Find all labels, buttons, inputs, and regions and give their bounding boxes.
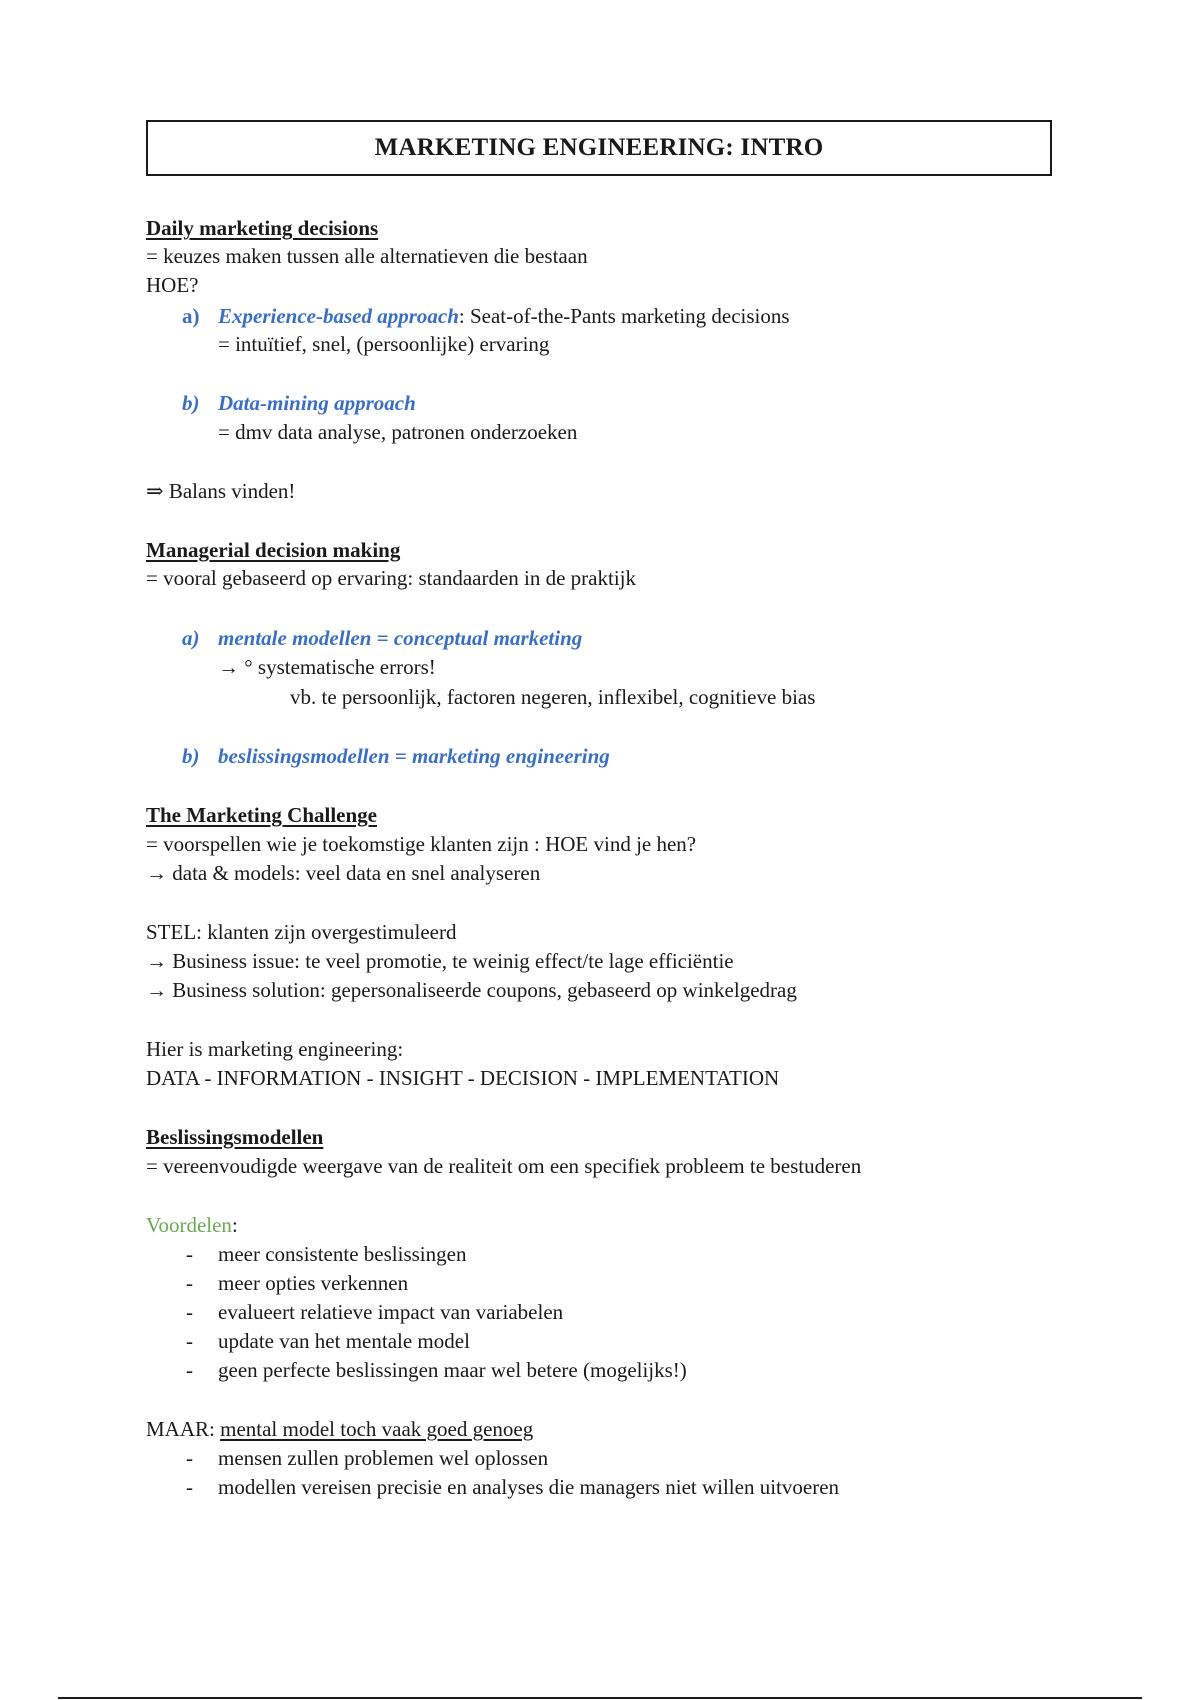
item-experience-based — [182, 302, 790, 330]
term-data-mining: Data-mining approach — [218, 391, 416, 415]
bullet-dash: - — [186, 1358, 193, 1382]
challenge-line-4: → Business issue: te veel promotie, te weinig effect/te lage efficiëntie — [146, 949, 734, 973]
list-item — [182, 1444, 548, 1472]
challenge-line-2: → data & models: veel data en snel analyseren — [146, 861, 541, 885]
list-item-text: meer opties verkennen — [218, 1271, 409, 1295]
hoe-line: HOE? — [146, 273, 199, 297]
maar-prefix: MAAR: — [146, 1417, 221, 1441]
term-mentale-modellen: mentale modellen = conceptual marketing — [218, 626, 583, 650]
page-title: MARKETING ENGINEERING: INTRO — [374, 134, 824, 161]
bullet-dash: - — [186, 1475, 193, 1499]
list-item-text: geen perfecte beslissingen maar wel betere (mogelijks!) — [218, 1358, 687, 1382]
list-item — [182, 1269, 408, 1297]
bullet-dash: - — [186, 1300, 193, 1324]
list-item-text: update van het mentale model — [218, 1329, 470, 1353]
list-item-text: mensen zullen problemen wel oplossen — [218, 1446, 549, 1470]
voordelen-label: Voordelen — [146, 1213, 232, 1237]
list-item — [182, 1298, 563, 1326]
data-mining-sub: = dmv data analyse, patronen onderzoeken — [218, 420, 578, 444]
bullet-dash: - — [186, 1242, 193, 1266]
experience-based-sub: = intuïtief, snel, (persoonlijke) ervaring — [218, 332, 550, 356]
item-mentale-modellen — [182, 624, 582, 652]
list-item-text: meer consistente beslissingen — [218, 1242, 467, 1266]
item-label: a) — [182, 626, 200, 650]
challenge-line-5: → Business solution: gepersonaliseerde coupons, gebaseerd op winkelgedrag — [146, 978, 797, 1002]
challenge-line-6: Hier is marketing engineering: — [146, 1037, 404, 1061]
systematic-errors-line: → ° systematische errors! — [218, 655, 436, 679]
heading-daily-marketing-decisions: Daily marketing decisions — [146, 216, 379, 240]
voordelen-colon: : — [231, 1213, 238, 1237]
list-item — [182, 1240, 466, 1268]
conclusion-line: ⇒ Balans vinden! — [146, 479, 296, 503]
daily-decisions-definition: = keuzes maken tussen alle alternatieven die bestaan — [146, 244, 588, 268]
errors-examples-line: vb. te persoonlijk, factoren negeren, inflexibel, cognitieve bias — [290, 685, 816, 709]
managerial-definition: = vooral gebaseerd op ervaring: standaarden in de praktijk — [146, 566, 636, 590]
experience-based-rest: : Seat-of-the-Pants marketing decisions — [458, 304, 790, 328]
list-item — [182, 1356, 687, 1384]
item-label: b) — [182, 391, 200, 415]
bullet-dash: - — [186, 1329, 193, 1353]
bullet-dash: - — [186, 1446, 193, 1470]
term-experience-based: Experience-based approach — [218, 304, 459, 328]
list-item-text: evalueert relatieve impact van variabelen — [218, 1300, 564, 1324]
list-item — [182, 1327, 470, 1355]
term-beslissingsmodellen: beslissingsmodellen = marketing engineering — [218, 744, 610, 768]
maar-text: mental model toch vaak goed genoeg — [220, 1417, 534, 1441]
challenge-line-7: DATA - INFORMATION - INSIGHT - DECISION - IMPLEMENTATION — [146, 1066, 780, 1090]
challenge-line-1: = voorspellen wie je toekomstige klanten zijn : HOE vind je hen? — [146, 832, 697, 856]
voordelen-heading — [146, 1211, 238, 1239]
list-item-text: modellen vereisen precisie en analyses die managers niet willen uitvoeren — [218, 1475, 840, 1499]
maar-line — [146, 1415, 533, 1443]
list-item — [182, 1473, 839, 1501]
heading-marketing-challenge: The Marketing Challenge — [146, 803, 377, 827]
item-label: a) — [182, 304, 200, 328]
heading-managerial-decision-making: Managerial decision making — [146, 538, 401, 562]
item-beslissingsmodellen — [182, 742, 610, 770]
challenge-line-3: STEL: klanten zijn overgestimuleerd — [146, 920, 457, 944]
item-label: b) — [182, 744, 200, 768]
beslissingsmodellen-definition: = vereenvoudigde weergave van de realiteit om een specifiek probleem te bestuderen — [146, 1154, 862, 1178]
heading-beslissingsmodellen: Beslissingsmodellen — [146, 1125, 324, 1149]
bullet-dash: - — [186, 1271, 193, 1295]
bottom-divider — [58, 1697, 1142, 1699]
title-box — [146, 120, 1052, 176]
item-data-mining — [182, 389, 416, 417]
